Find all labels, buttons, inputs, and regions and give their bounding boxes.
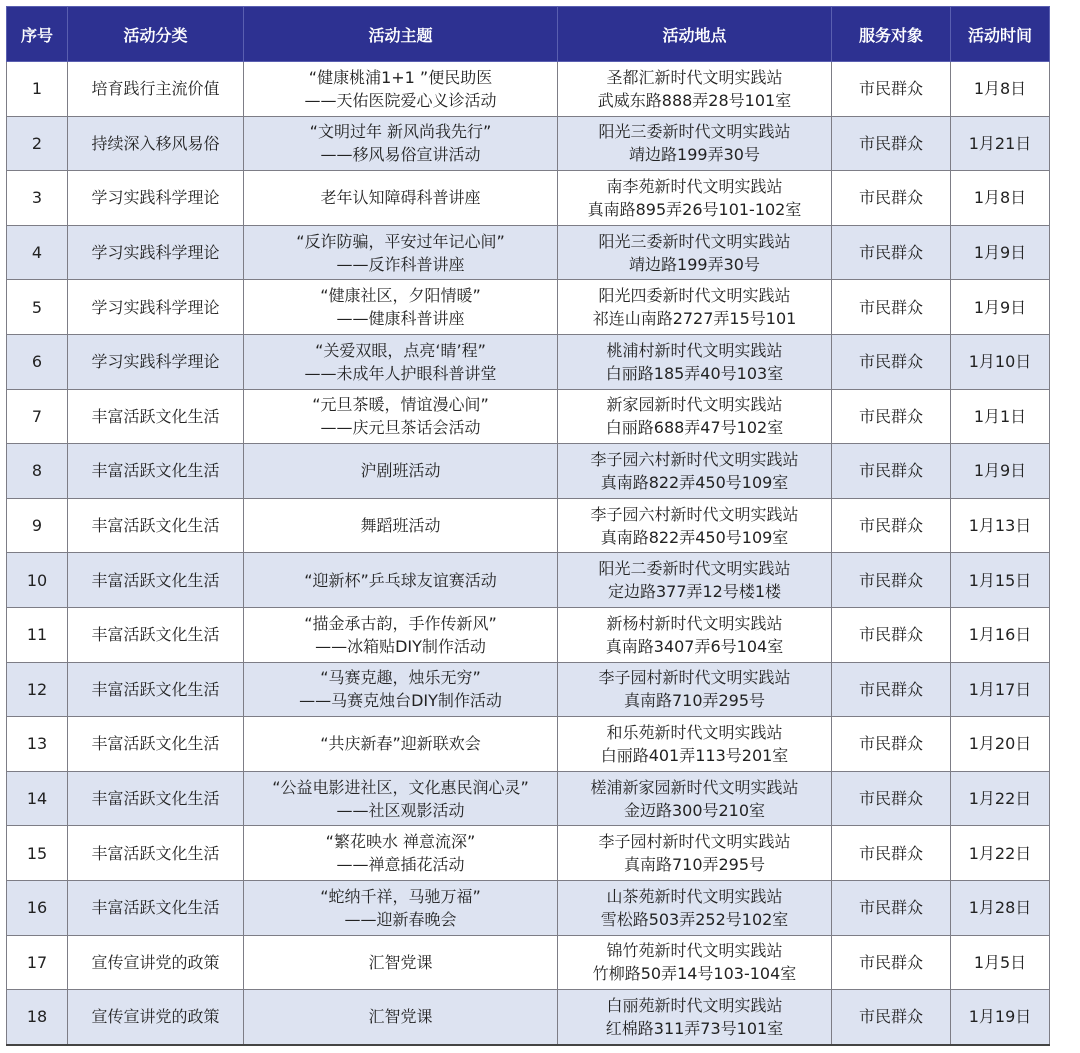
- cell-location: 李子园六村新时代文明实践站 真南路822弄450号109室: [558, 444, 832, 499]
- cell-number: 3: [7, 171, 68, 226]
- cell-number: 9: [7, 498, 68, 553]
- cell-time: 1月15日: [951, 553, 1050, 608]
- cell-theme: “健康社区，夕阳情暖” ——健康科普讲座: [244, 280, 558, 335]
- cell-target: 市民群众: [832, 826, 951, 881]
- cell-target: 市民群众: [832, 662, 951, 717]
- cell-time: 1月22日: [951, 771, 1050, 826]
- table-row: [7, 826, 1050, 881]
- cell-location: 阳光三委新时代文明实践站 靖边路199弄30号: [558, 116, 832, 171]
- table-row: [7, 935, 1050, 990]
- cell-time: 1月9日: [951, 280, 1050, 335]
- cell-location: 白丽苑新时代文明实践站 红棉路311弄73号101室: [558, 990, 832, 1045]
- cell-theme: 舞蹈班活动: [244, 498, 558, 553]
- cell-theme: 老年认知障碍科普讲座: [244, 171, 558, 226]
- cell-category: 学习实践科学理论: [68, 171, 244, 226]
- cell-number: 1: [7, 62, 68, 117]
- cell-location: 李子园六村新时代文明实践站 真南路822弄450号109室: [558, 498, 832, 553]
- cell-theme: “蛇纳千祥，马驰万福” ——迎新春晚会: [244, 880, 558, 935]
- header-location: 活动地点: [558, 7, 832, 62]
- cell-number: 18: [7, 990, 68, 1045]
- cell-category: 丰富活跃文化生活: [68, 880, 244, 935]
- cell-category: 丰富活跃文化生活: [68, 553, 244, 608]
- cell-time: 1月9日: [951, 444, 1050, 499]
- cell-time: 1月21日: [951, 116, 1050, 171]
- cell-theme: 沪剧班活动: [244, 444, 558, 499]
- cell-location: 阳光三委新时代文明实践站 靖边路199弄30号: [558, 225, 832, 280]
- activity-table: [6, 6, 1050, 1046]
- cell-time: 1月22日: [951, 826, 1050, 881]
- cell-category: 丰富活跃文化生活: [68, 444, 244, 499]
- cell-category: 丰富活跃文化生活: [68, 498, 244, 553]
- header-time: 活动时间: [951, 7, 1050, 62]
- cell-target: 市民群众: [832, 717, 951, 772]
- cell-number: 12: [7, 662, 68, 717]
- cell-number: 8: [7, 444, 68, 499]
- cell-time: 1月10日: [951, 334, 1050, 389]
- table-row: [7, 607, 1050, 662]
- table-body: [7, 62, 1050, 1045]
- cell-location: 和乐苑新时代文明实践站 白丽路401弄113号201室: [558, 717, 832, 772]
- cell-location: 阳光四委新时代文明实践站 祁连山南路2727弄15号101: [558, 280, 832, 335]
- cell-number: 4: [7, 225, 68, 280]
- cell-time: 1月1日: [951, 389, 1050, 444]
- cell-target: 市民群众: [832, 280, 951, 335]
- cell-category: 宣传宣讲党的政策: [68, 935, 244, 990]
- cell-time: 1月16日: [951, 607, 1050, 662]
- table-row: [7, 334, 1050, 389]
- cell-target: 市民群众: [832, 389, 951, 444]
- cell-location: 锦竹苑新时代文明实践站 竹柳路50弄14号103-104室: [558, 935, 832, 990]
- cell-location: 南李苑新时代文明实践站 真南路895弄26号101-102室: [558, 171, 832, 226]
- table-row: [7, 880, 1050, 935]
- table-header-row: [7, 7, 1050, 62]
- cell-category: 宣传宣讲党的政策: [68, 990, 244, 1045]
- table-row: [7, 444, 1050, 499]
- cell-number: 6: [7, 334, 68, 389]
- cell-category: 丰富活跃文化生活: [68, 771, 244, 826]
- cell-location: 新杨村新时代文明实践站 真南路3407弄6号104室: [558, 607, 832, 662]
- cell-time: 1月17日: [951, 662, 1050, 717]
- cell-location: 阳光二委新时代文明实践站 定边路377弄12号楼1楼: [558, 553, 832, 608]
- cell-time: 1月20日: [951, 717, 1050, 772]
- cell-target: 市民群众: [832, 171, 951, 226]
- cell-location: 新家园新时代文明实践站 白丽路688弄47号102室: [558, 389, 832, 444]
- table-row: [7, 280, 1050, 335]
- table-row: [7, 662, 1050, 717]
- cell-number: 15: [7, 826, 68, 881]
- cell-location: 山茶苑新时代文明实践站 雪松路503弄252号102室: [558, 880, 832, 935]
- table-row: [7, 171, 1050, 226]
- cell-number: 16: [7, 880, 68, 935]
- table-row: [7, 498, 1050, 553]
- cell-number: 13: [7, 717, 68, 772]
- cell-category: 丰富活跃文化生活: [68, 607, 244, 662]
- table-row: [7, 990, 1050, 1045]
- cell-time: 1月19日: [951, 990, 1050, 1045]
- cell-theme: “迎新杯”乒乓球友谊赛活动: [244, 553, 558, 608]
- cell-category: 持续深入移风易俗: [68, 116, 244, 171]
- table-row: [7, 389, 1050, 444]
- cell-target: 市民群众: [832, 880, 951, 935]
- cell-time: 1月9日: [951, 225, 1050, 280]
- cell-theme: 汇智党课: [244, 990, 558, 1045]
- cell-theme: “健康桃浦1+1 ”便民助医 ——天佑医院爱心义诊活动: [244, 62, 558, 117]
- cell-target: 市民群众: [832, 62, 951, 117]
- header-theme: 活动主题: [244, 7, 558, 62]
- cell-time: 1月28日: [951, 880, 1050, 935]
- table-row: [7, 553, 1050, 608]
- table-row: [7, 62, 1050, 117]
- cell-category: 丰富活跃文化生活: [68, 389, 244, 444]
- header-number: 序号: [7, 7, 68, 62]
- cell-target: 市民群众: [832, 607, 951, 662]
- cell-location: 李子园村新时代文明实践站 真南路710弄295号: [558, 826, 832, 881]
- cell-number: 5: [7, 280, 68, 335]
- table-row: [7, 225, 1050, 280]
- cell-time: 1月13日: [951, 498, 1050, 553]
- cell-target: 市民群众: [832, 553, 951, 608]
- cell-theme: “共庆新春”迎新联欢会: [244, 717, 558, 772]
- cell-category: 丰富活跃文化生活: [68, 662, 244, 717]
- cell-number: 7: [7, 389, 68, 444]
- cell-location: 槎浦新家园新时代文明实践站 金迈路300号210室: [558, 771, 832, 826]
- cell-location: 桃浦村新时代文明实践站 白丽路185弄40号103室: [558, 334, 832, 389]
- header-category: 活动分类: [68, 7, 244, 62]
- cell-number: 11: [7, 607, 68, 662]
- cell-target: 市民群众: [832, 444, 951, 499]
- cell-number: 2: [7, 116, 68, 171]
- cell-theme: “马赛克趣，烛乐无穷” ——马赛克烛台DIY制作活动: [244, 662, 558, 717]
- cell-category: 学习实践科学理论: [68, 225, 244, 280]
- table-row: [7, 116, 1050, 171]
- cell-target: 市民群众: [832, 935, 951, 990]
- cell-category: 丰富活跃文化生活: [68, 717, 244, 772]
- cell-theme: “关爱双眼，点亮‘睛’程” ——未成年人护眼科普讲堂: [244, 334, 558, 389]
- cell-location: 圣都汇新时代文明实践站 武威东路888弄28号101室: [558, 62, 832, 117]
- cell-category: 学习实践科学理论: [68, 334, 244, 389]
- cell-location: 李子园村新时代文明实践站 真南路710弄295号: [558, 662, 832, 717]
- cell-theme: 汇智党课: [244, 935, 558, 990]
- cell-theme: “反诈防骗，平安过年记心间” ——反诈科普讲座: [244, 225, 558, 280]
- cell-category: 培育践行主流价值: [68, 62, 244, 117]
- cell-target: 市民群众: [832, 498, 951, 553]
- cell-theme: “文明过年 新风尚我先行” ——移风易俗宣讲活动: [244, 116, 558, 171]
- cell-number: 17: [7, 935, 68, 990]
- cell-category: 丰富活跃文化生活: [68, 826, 244, 881]
- table-row: [7, 717, 1050, 772]
- table-row: [7, 771, 1050, 826]
- cell-number: 10: [7, 553, 68, 608]
- cell-target: 市民群众: [832, 225, 951, 280]
- cell-target: 市民群众: [832, 116, 951, 171]
- cell-theme: “描金承古韵，手作传新风” ——冰箱贴DIY制作活动: [244, 607, 558, 662]
- cell-number: 14: [7, 771, 68, 826]
- cell-time: 1月8日: [951, 171, 1050, 226]
- cell-target: 市民群众: [832, 990, 951, 1045]
- header-target: 服务对象: [832, 7, 951, 62]
- cell-category: 学习实践科学理论: [68, 280, 244, 335]
- cell-time: 1月5日: [951, 935, 1050, 990]
- cell-time: 1月8日: [951, 62, 1050, 117]
- cell-theme: “元旦茶暖，情谊漫心间” ——庆元旦茶话会活动: [244, 389, 558, 444]
- cell-target: 市民群众: [832, 334, 951, 389]
- cell-target: 市民群众: [832, 771, 951, 826]
- cell-theme: “公益电影进社区，文化惠民润心灵” ——社区观影活动: [244, 771, 558, 826]
- cell-theme: “繁花映水 禅意流深” ——禅意插花活动: [244, 826, 558, 881]
